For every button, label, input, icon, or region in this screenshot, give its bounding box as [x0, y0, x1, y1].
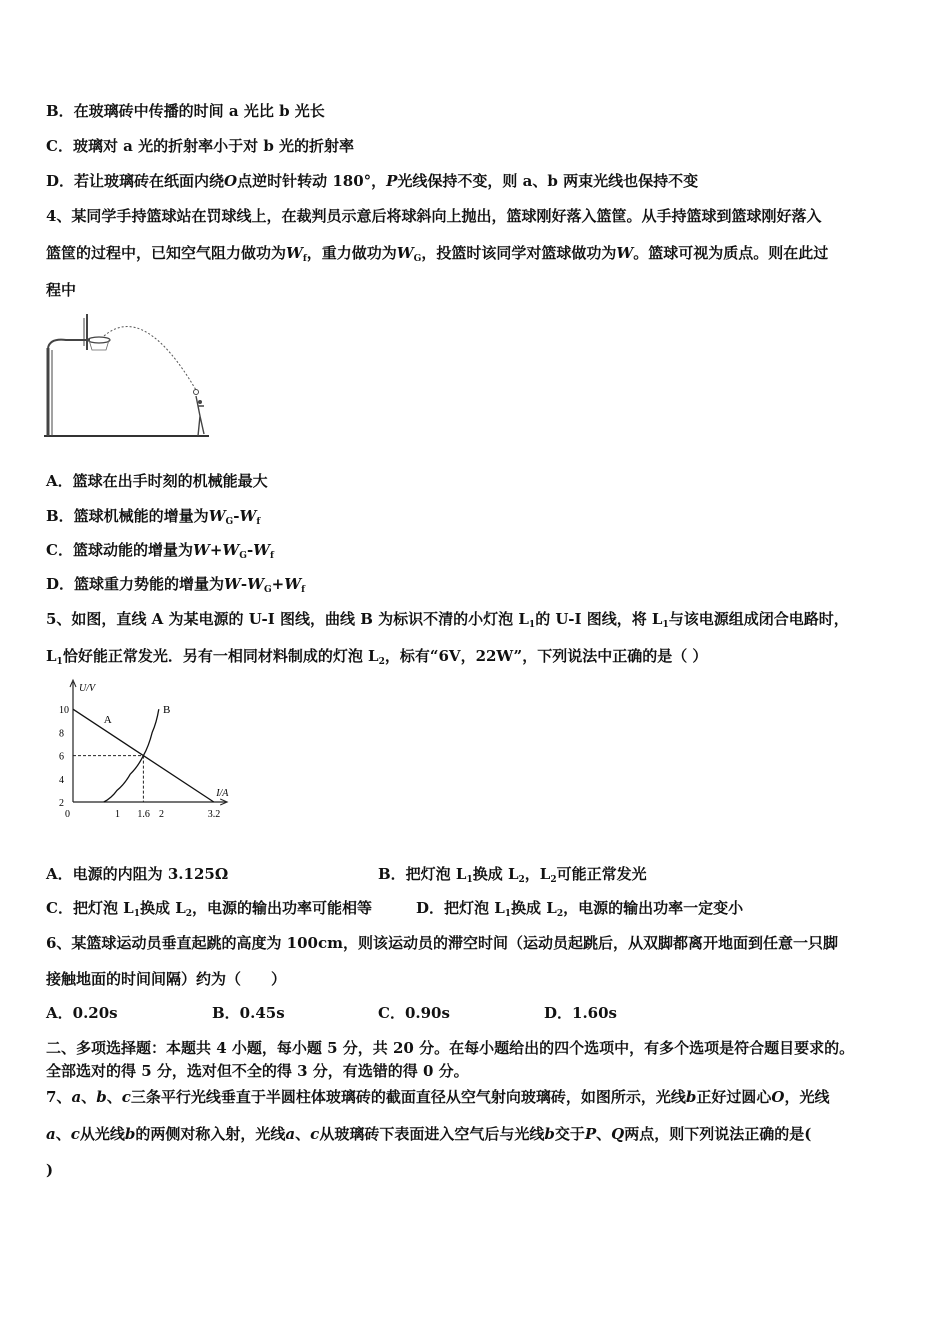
q5-option-d-mid: 换成 L: [511, 899, 557, 917]
q4-sub-f: f: [256, 517, 261, 527]
q7-text-d: ，光线: [784, 1088, 830, 1106]
q7-stem-line3: ): [46, 1161, 54, 1179]
q4-text-a: 篮筐的过程中，已知空气阻力做功为: [46, 244, 287, 262]
q5-option-b[interactable]: [378, 864, 647, 890]
q4-minus: -: [246, 541, 254, 559]
q7-a: a: [285, 1125, 296, 1143]
q4-w: W: [239, 507, 257, 525]
y-tick-label: 10: [59, 705, 69, 717]
q5-option-b-mid: 换成 L: [472, 865, 519, 883]
series-B-line: [104, 709, 159, 802]
q7-b: b: [124, 1125, 136, 1143]
q5-sub-1: 1: [56, 657, 63, 667]
q7-b: b: [685, 1088, 697, 1106]
q7-text-h: 交于: [554, 1125, 585, 1143]
y-tick-label: 6: [59, 751, 64, 763]
q5-sub-2: 2: [518, 875, 525, 885]
x-axis-label: I/A: [216, 788, 229, 799]
q7-text-g: 从玻璃砖下表面进入空气后与光线: [319, 1125, 545, 1143]
q3-option-d-p: P: [386, 172, 398, 190]
x-tick-label: 1.6: [137, 809, 150, 820]
q3-option-b[interactable]: B．在玻璃砖中传播的时间 a 光比 b 光长: [46, 102, 325, 120]
q5-text-c: 与该电源组成闭合电路时，: [668, 610, 849, 628]
q3-option-d-post: 光线保持不变，则 a、b 两束光线也保持不变: [397, 172, 699, 190]
q5-option-d[interactable]: [416, 898, 743, 924]
q4-w: W: [222, 541, 240, 559]
q7-c: c: [70, 1125, 80, 1143]
q7-sep: 、: [596, 1125, 612, 1143]
q5-text-e: 恰好能正常发光．另有一相同材料制成的灯泡 L: [62, 647, 379, 665]
q4-w: W: [192, 541, 210, 559]
q6-stem-line1: 6、某篮球运动员垂直起跳的高度为 100cm，则该运动员的滞空时间（运动员起跳后，从双脚都离开地面到任意一只脚: [46, 934, 838, 952]
q5-text-f: ，标有“6V，22W”，下列说法中正确的是（ ）: [384, 647, 708, 665]
q7-b: b: [96, 1088, 107, 1106]
q4-w: W: [253, 541, 271, 559]
q4-minus: -: [233, 507, 240, 525]
q5-option-c-mid: 换成 L: [139, 899, 186, 917]
q7-text-i: 两点，则下列说法正确的是(: [624, 1125, 812, 1143]
q5-sub-1: 1: [662, 620, 669, 630]
y-tick-label: 8: [59, 728, 64, 740]
q4-stem-line2: [46, 243, 828, 269]
q3-option-d-o: O: [224, 172, 238, 190]
q5-sub-1: 1: [504, 909, 512, 919]
q6-option-d[interactable]: D．1.60s: [544, 1004, 617, 1022]
q5-option-d-text: D．把灯泡 L: [416, 899, 505, 917]
q4-plus: +: [209, 541, 223, 559]
q5-option-a[interactable]: A．电源的内阻为 3.125Ω: [46, 865, 229, 883]
q4-text-d: 。篮球可视为质点。则在此过: [633, 244, 829, 262]
q3-option-d-mid: 点逆时针转动 180°，: [237, 172, 387, 190]
q7-a: a: [71, 1088, 82, 1106]
q5-sub-2: 2: [185, 909, 193, 919]
q7-q: Q: [611, 1125, 625, 1143]
q4-w: W: [396, 244, 414, 262]
q4-option-d-text: D．篮球重力势能的增量为: [46, 575, 225, 593]
q7-a: a: [46, 1125, 56, 1143]
q4-sub-g: G: [413, 254, 422, 264]
section2-heading-line1: 二、多项选择题：本题共 4 小题，每小题 5 分，共 20 分。在每小题给出的四个选项中，有多个选项是符合题目要求的。: [46, 1039, 855, 1057]
x-tick-label: 3.2: [207, 809, 221, 820]
q4-option-d[interactable]: [46, 574, 305, 600]
q5-option-c-end: ，电源的输出功率可能相等: [192, 899, 373, 917]
q7-text-b: 三条平行光线垂直于半圆柱体玻璃砖的截面直径从空气射向玻璃砖，如图所示，光线: [130, 1088, 686, 1106]
q7-sep: 、: [295, 1125, 311, 1143]
y-axis-label: U/V: [79, 683, 96, 694]
q7-sep: 、: [81, 1088, 97, 1106]
q4-option-b[interactable]: [46, 506, 260, 532]
y-tick-label: 4: [59, 774, 64, 786]
q7-o: O: [771, 1088, 785, 1106]
q7-stem-line1: [46, 1087, 829, 1107]
q4-w: W: [224, 575, 241, 593]
q4-w: W: [208, 507, 226, 525]
q4-option-c[interactable]: [46, 540, 274, 566]
q5-option-b-mid2: ，L: [524, 865, 551, 883]
q7-c: c: [121, 1088, 131, 1106]
q5-text-a: 5、如图，直线 A 为某电源的 U-I 图线，曲线 B 为标识不清的小灯泡 L: [46, 610, 529, 628]
q3-option-d-text: D．若让玻璃砖在纸面内绕: [46, 172, 225, 190]
q7-b: b: [544, 1125, 555, 1143]
x-tick-label: 0: [65, 809, 70, 820]
q5-sub-1: 1: [466, 875, 473, 885]
q5-option-c-text: C．把灯泡 L: [46, 899, 134, 917]
q4-sub-g: G: [225, 517, 234, 527]
series-a-label: A: [103, 713, 112, 726]
q5-stem-line2: [46, 646, 707, 672]
basketball-figure: [44, 310, 224, 440]
q4-stem-line1: 4、某同学手持篮球站在罚球线上，在裁判员示意后将球斜向上抛出，篮球刚好落入篮筐。从手持篮球到篮球刚好落入: [46, 207, 822, 225]
q7-c: c: [310, 1125, 320, 1143]
q7-stem-line2: [46, 1124, 811, 1144]
q4-minus: -: [240, 575, 248, 593]
q5-sub-2: 2: [378, 657, 385, 667]
q7-text-c: 正好过圆心: [696, 1088, 772, 1106]
q4-option-c-text: C．篮球动能的增量为: [46, 541, 193, 559]
q4-w: W: [247, 575, 264, 593]
section2-heading-line2: 全部选对的得 5 分，选对但不全的得 3 分，有选错的得 0 分。: [46, 1062, 469, 1080]
q5-option-b-end: 可能正常发光: [556, 865, 647, 883]
q6-option-b[interactable]: B．0.45s: [212, 1004, 285, 1022]
q7-num: 7、: [46, 1088, 72, 1106]
q4-sub-g: G: [239, 551, 247, 561]
q6-stem-line2: 接触地面的时间间隔）约为（ ）: [46, 970, 287, 988]
q3-option-c[interactable]: C．玻璃对 a 光的折射率小于对 b 光的折射率: [46, 137, 355, 155]
q4-w: W: [616, 244, 634, 262]
q5-option-c[interactable]: [46, 898, 372, 924]
q4-w: W: [284, 575, 302, 593]
q6-option-a[interactable]: A．0.20s: [46, 1004, 118, 1022]
x-tick-label: 1: [115, 809, 120, 820]
q5-sub-2: 2: [550, 875, 557, 885]
series-b-label: B: [163, 704, 171, 717]
q7-p: P: [584, 1125, 597, 1143]
q4-w: W: [286, 244, 303, 262]
q7-sep: 、: [106, 1088, 122, 1106]
q4-text-b: ，重力做功为: [306, 244, 397, 262]
q5-sub-2: 2: [556, 909, 564, 919]
q5-sub-1: 1: [133, 909, 140, 919]
q7-sep: 、: [55, 1125, 71, 1143]
q5-text-d: L: [46, 647, 57, 665]
ui-graph: [40, 676, 250, 826]
q5-text-b: 的 U-I 图线，将 L: [535, 610, 663, 628]
q4-text-c: ，投篮时该同学对篮球做功为: [421, 244, 617, 262]
q4-sub-f: f: [302, 254, 307, 264]
q4-sub-f: f: [270, 551, 274, 561]
q7-text-e: 从光线: [79, 1125, 125, 1143]
q5-stem-line1: [46, 609, 849, 635]
q4-sub-f: f: [301, 585, 305, 595]
q7-text-f: 的两侧对称入射，光线: [135, 1125, 286, 1143]
q4-option-b-text: B．篮球机械能的增量为: [46, 507, 209, 525]
q3-option-d[interactable]: [46, 171, 698, 191]
q6-option-c[interactable]: C．0.90s: [378, 1004, 450, 1022]
q4-plus: +: [271, 575, 285, 593]
q4-stem-line3: 程中: [46, 281, 77, 299]
x-tick-label: 2: [159, 809, 164, 820]
y-tick-label: 2: [59, 798, 64, 809]
q5-option-b-text: B．把灯泡 L: [378, 865, 467, 883]
q4-option-a[interactable]: A．篮球在出手时刻的机械能最大: [46, 472, 268, 490]
q4-sub-g: G: [263, 585, 272, 595]
q5-sub-1: 1: [528, 620, 536, 630]
q5-option-d-end: ，电源的输出功率一定变小: [563, 899, 744, 917]
